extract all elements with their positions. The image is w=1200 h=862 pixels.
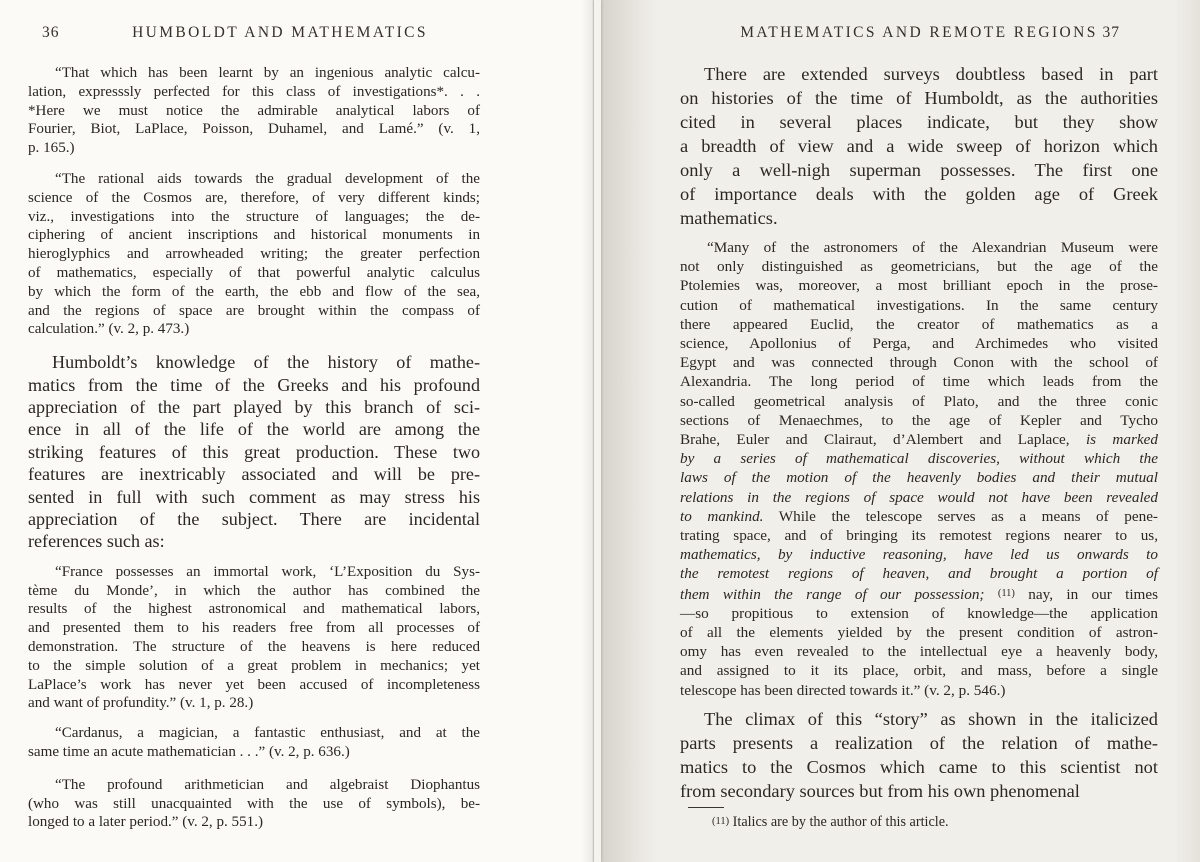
text-line: (who was still unacquainted with the use of symbols), be- [28, 795, 480, 812]
right-page-number: 37 [1102, 24, 1120, 41]
text-line: only a well-nigh superman possesses. The first one [680, 160, 1158, 180]
text-line: by which the form of the earth, the ebb and flow of the sea, [28, 283, 480, 300]
text-line: and assigned to it its place, orbit, and mass, before a single [680, 662, 1158, 680]
text-line: science of the Cosmos are, therefore, of very different kinds; [28, 189, 480, 206]
paragraph [28, 776, 480, 832]
text-line: from secondary sources but from his own phenomenal [680, 780, 1080, 801]
text-line: cited in several places indicate, but they show [680, 112, 1158, 132]
right-text-column [680, 62, 1158, 831]
text-line: of importance deals with the golden age of Greek [680, 184, 1158, 204]
text-line: of all the elements yielded by the present condition of astron- [680, 624, 1158, 642]
text-line: of mathematics, especially of that powerful analytic calculus [28, 264, 480, 281]
text-line: to mankind. While the telescope serves as a means of pene- [680, 507, 1158, 525]
text-line: to the simple solution of a great problem in mechanics; yet [28, 657, 480, 674]
text-line: same time an acute mathematician . . .” (v. 2, p. 636.) [28, 743, 350, 760]
text-line: mathematics, by inductive reasoning, have led us onwards to [680, 546, 1158, 564]
text-line: —so propitious to extension of knowledge—the application [680, 604, 1158, 622]
text-line: matics from the time of the Greeks and his profound [28, 374, 480, 395]
footnote-reference: (11) [997, 587, 1015, 599]
text-line: “The rational aids towards the gradual development of the [55, 170, 480, 187]
footnote-marker: (11) [712, 815, 730, 827]
text-line: them within the range of our possession; (11) nay, in our times [680, 585, 1159, 603]
text-line: “That which has been learnt by an ingenious analytic calcu- [55, 65, 480, 81]
text-line: tème du Monde’, in which the author has combined the [28, 582, 480, 599]
text-line: appreciation of the subject. There are incidental [28, 509, 480, 529]
text-line: p. 165.) [28, 140, 75, 157]
text-line: the remotest regions of heaven, and brought a portion of [680, 565, 1158, 583]
paragraph [28, 170, 480, 339]
text-line: ciphering of ancient inscriptions and historical monuments in [28, 227, 480, 244]
text-line: telescope has been directed towards it.” (v. 2, p. 546.) [680, 681, 1006, 699]
text-line: on histories of the time of Humboldt, as the authorities [680, 88, 1158, 108]
text-line: and the regions of space are brought within the compass of [28, 302, 480, 319]
text-line: longed to a later period.” (v. 2, p. 551.) [28, 814, 263, 831]
text-line: science, Apollonius of Perga, and Archimedes who visited [680, 335, 1158, 353]
text-line: omy has even revealed to the intellectual eye a heavenly body, [680, 643, 1158, 661]
text-line: Brahe, Euler and Clairaut, d’Alembert and Laplace, is marked [680, 431, 1158, 449]
footnote [680, 807, 1158, 831]
text-line: cution of mathematical investigations. In the same century [680, 296, 1158, 314]
text-line: Alexandria. The long period of time which leads from the [680, 373, 1158, 391]
paragraph [680, 62, 1158, 230]
text-line: and presented them to his readers free from all processes of [28, 620, 480, 637]
text-line: not only distinguished as geometricians, but the age of the [680, 258, 1158, 276]
text-line: so-called geometrical analysis of Plato, and the three conic [680, 392, 1158, 410]
text-line: “Cardanus, a magician, a fantastic enthusiast, and at the [55, 725, 480, 742]
text-line: Egypt and was connected through Conon with the school of [680, 354, 1158, 372]
right-running-header [680, 24, 1158, 44]
text-line: The climax of this “story” as shown in the italicized [704, 708, 1158, 729]
left-running-header [28, 24, 480, 44]
text-line: by a series of mathematical discoveries, without which the [680, 450, 1158, 468]
text-line: sections of Menaechmes, to the age of Kepler and Tycho [680, 411, 1158, 429]
text-line: Ptolemies was, moreover, a most brilliant epoch in the prose- [680, 277, 1158, 295]
text-line: sented in full with such comment as may stress his [28, 486, 480, 507]
left-page-number: 36 [42, 24, 60, 41]
text-line: LaPlace’s work has never yet been accused of incompleteness [28, 676, 480, 693]
text-line: “France possesses an immortal work, ‘L’Exposition du Sys- [55, 563, 480, 580]
text-line: Fourier, Biot, LaPlace, Poisson, Duhamel, and Lamé.” (v. 1, [28, 121, 480, 138]
text-line: references such as: [28, 531, 165, 552]
text-line: mathematics. [680, 208, 778, 228]
text-line: results of the highest astronomical and mathematical labors, [28, 601, 480, 618]
text-line: *Here we must notice the admirable analytical labors of [28, 102, 480, 119]
text-line: ence in all of the life of the world are among the [28, 419, 480, 440]
text-line: viz., investigations into the structure of languages; the de- [28, 208, 480, 225]
text-line: a breadth of view and a wide sweep of horizon which [680, 136, 1158, 156]
paragraph [680, 707, 1158, 803]
footnote-rule [688, 807, 724, 808]
text-line: “Many of the astronomers of the Alexandrian Museum were [707, 239, 1158, 256]
text-line: demonstration. The structure of the heavens is here reduced [28, 639, 480, 655]
page-gutter-edge [594, 0, 601, 862]
left-text-column [28, 64, 480, 832]
footnote-text: (11) Italics are by the author of this article. [712, 813, 949, 830]
text-line: parts presents a realization of the relation of mathe- [680, 732, 1158, 753]
text-line: striking features of this great production. These two [28, 441, 480, 462]
text-line: trating space, and of bringing its remotest regions nearer to us, [680, 527, 1158, 545]
text-line: lation, expresssly perfected for this class of investigations*. . . [28, 83, 480, 100]
text-line: hieroglyphics and arrowheaded writing; the greater perfection [28, 246, 480, 263]
text-line: Humboldt’s knowledge of the history of mathe- [52, 352, 480, 373]
text-line: “The profound arithmetician and algebraist Diophantus [55, 776, 480, 793]
text-line: there appeared Euclid, the creator of mathematics as a [680, 315, 1158, 333]
text-line: and want of profundity.” (v. 1, p. 28.) [28, 695, 254, 712]
left-running-title: HUMBOLDT AND MATHEMATICS [132, 24, 428, 41]
paragraph [28, 563, 480, 713]
paragraph [680, 238, 1158, 700]
text-line: relations in the regions of space would not have been revealed [680, 488, 1158, 506]
text-line: laws of the motion of the heavenly bodies and their mutual [680, 469, 1158, 487]
paragraph [28, 64, 480, 158]
text-line: matics to the Cosmos which came to this scientist not [680, 756, 1158, 777]
text-line: appreciation of the part played by this branch of sci- [28, 396, 480, 417]
text-line: features are inextricably associated and will be pre- [28, 464, 480, 485]
paragraph [28, 724, 480, 762]
text-line: calculation.” (v. 2, p. 473.) [28, 321, 190, 338]
text-line: There are extended surveys doubtless based in part [704, 64, 1158, 84]
paragraph [28, 351, 480, 553]
right-running-title: MATHEMATICS AND REMOTE REGIONS [740, 24, 1098, 41]
